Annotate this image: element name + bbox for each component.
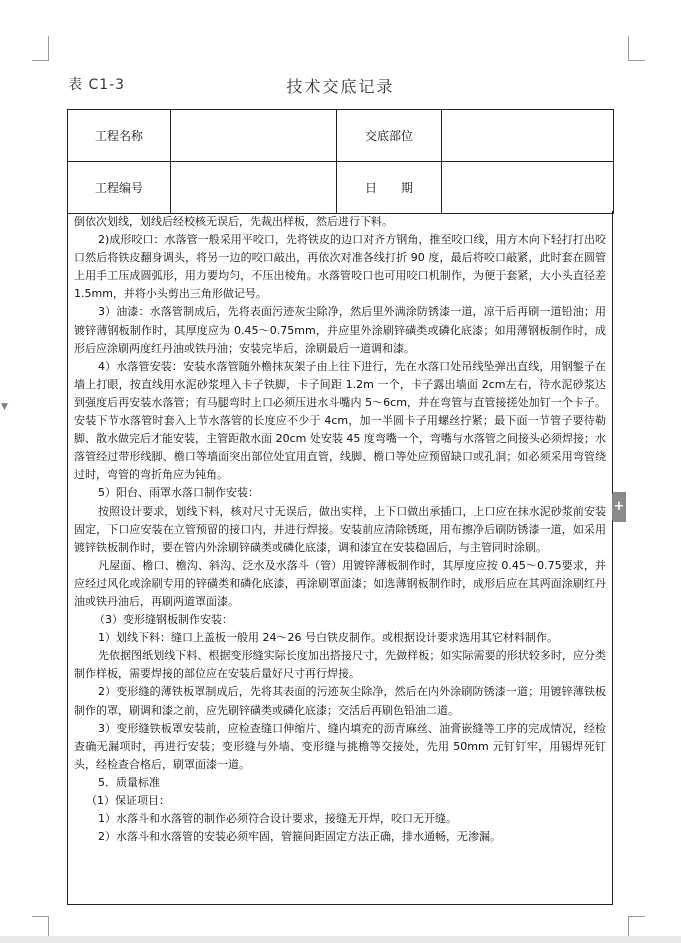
content-paragraph: 2）水落斗和水落管的安装必须牢固，管箍间距固定方法正确，排水通畅，无渗漏。 xyxy=(98,830,501,844)
page-gap-strip xyxy=(0,936,681,943)
subsection-heading: （1）保证项目： xyxy=(86,794,170,807)
content-paragraph: 4）水落管安装：安装水落管随外檐抹灰架子由上往下进行，先在水落口处吊线坠弹出直线，用钢錾子在墙上打眼，按直线用水泥砂浆埋入卡子铁脚，卡子间距 1.2m 一个，卡子露出墙面 2cm左右，待水泥砂浆达到强度后再安装水落管；有马腿弯时上口必须压进水斗嘴内 5～6cm，并在弯管与直管接搓处加钉一个卡子。安装下节水落管时套入上节水落管的长度应不少于 4cm，加一半圆卡子用螺丝拧紧；最下面一节管子要待勒脚、散水做完后才能安装，主管距散水面 20cm 处安装 45 度弯嘴一个，弯嘴与水落管之间接头必须焊接；水落管经过带形线脚、檐口等墙面突出部位处宜用直管，线脚、檐口等处应预留缺口或孔洞；如必须采用弯管绕过时，弯管的弯折角应为钝角。 xyxy=(74,359,606,482)
section-heading: 5．质量标准 xyxy=(98,775,160,789)
document-title: 技术交底记录 xyxy=(286,77,395,96)
content-paragraph: 3）油漆：水落管制成后，先将表面污迹灰尘除净，然后里外满涂防锈漆一道，凉干后再刷一道铅油；用镀锌薄钢板制作时，其厚度应为 0.45～0.75mm，并应里外涂刷锌磺类或磷化底漆；如用薄钢板制作时，成形后应涂刷两度红丹油或铁丹油；安装完毕后，涂刷最后一道调和漆。 xyxy=(74,305,606,355)
date-label: 日 期 xyxy=(337,162,442,214)
content-paragraph: 1）划线下料：缝口上盖板一般用 24～26 号白铁皮制作。或根据设计要求选用其它材料制作。 xyxy=(98,631,558,645)
content-paragraph: 先依据图纸划线下料、根据变形缝实际长度加出搭接尺寸，先做样板；如实际需要的形状较多时，应分类制作样板，需要焊接的部位应在安装后量好尺寸再行焊接。 xyxy=(74,649,606,681)
project-number-label: 工程编号 xyxy=(68,162,171,214)
side-expand-tab[interactable]: + xyxy=(612,492,626,522)
left-margin-marker-icon: ▼ xyxy=(1,402,8,412)
form-code: 表 C1-3 xyxy=(68,77,126,93)
table-row xyxy=(68,162,614,214)
handover-content-box xyxy=(67,211,613,905)
crop-mark-bottom-left xyxy=(32,916,49,937)
table-row xyxy=(68,110,614,162)
project-name-label: 工程名称 xyxy=(68,110,171,162)
content-paragraph: 2）变形缝的薄铁板罩制成后，先将其表面的污迹灰尘除净，然后在内外涂刷防锈漆一道；用镀锌薄铁板制作的罩，刷调和漆之前，应先刷锌磺类或磷化底漆；交活后再刷色铅油二道。 xyxy=(74,685,606,717)
content-paragraph: 2)成形咬口：水落管一般采用平咬口，先将铁皮的边口对齐方钢角，推至咬口线，用方木向下轻打打出咬口然后将铁皮翻身调头，将另一边的咬口敲出，再依次对准各线打折 90 度，最后将咬口敲紧，此时套在圆管上用手工压成圆弧形，用力要均匀，不压出棱角。水落管咬口也可用咬口机制作，为便于套紧，大小头直径差 1.5mm，并将小头剪出三角形做记号。 xyxy=(74,233,606,301)
content-paragraph: 倒依次划线，划线后经校核无误后，先裁出样板，然后进行下料。 xyxy=(74,215,393,228)
project-name-field[interactable] xyxy=(171,110,337,162)
project-info-table xyxy=(67,109,614,214)
content-paragraph: 1）水落斗和水落管的制作必须符合设计要求，接缝无开焊，咬口无开缝。 xyxy=(98,812,457,826)
content-paragraph: （3）变形缝钢板制作安装： xyxy=(94,613,233,627)
crop-mark-top-left xyxy=(32,36,49,61)
content-paragraph: 按照设计要求，划线下料，核对尺寸无误后，做出实样，上下口做出承插口，上口应在抹水泥砂浆前安装固定，下口应安装在立管预留的接口内，并进行焊接。安装前应清除锈斑，用布擦净后刷防锈漆一道，如采用镀锌铁板制作时，要在管内外涂刷锌磺类或磷化底漆，调和漆宜在安装稳固后，与主管同时涂刷。 xyxy=(74,504,606,554)
crop-mark-bottom-right xyxy=(628,916,645,937)
project-number-field[interactable] xyxy=(171,162,337,214)
handover-part-field[interactable] xyxy=(442,110,614,162)
date-field[interactable] xyxy=(442,162,614,214)
content-paragraph: 3）变形缝铁板罩安装前，应检查缝口伸缩片、缝内填充的沥青麻丝、油膏嵌缝等工序的完成情况，经检查确无漏项时，再进行安装；变形缝与外墙、变形缝与挑檐等交接处，先用 50mm 元钉钉牢，用锡焊死钉头，经检查合格后，刷罩面漆一道。 xyxy=(74,721,606,771)
handover-part-label: 交底部位 xyxy=(337,110,442,162)
content-paragraph: 凡屋面、檐口、檐沟、斜沟、泛水及水落斗（管）用镀锌薄板制作时，其厚度应按 0.45～0.75要求，并应经过风化或涂刷专用的锌磺类和磷化底漆，再涂刷罩面漆；如选薄钢板制作时，成形后应在其两面涂刷红丹油或铁丹油后，再刷两道罩面漆。 xyxy=(74,558,606,608)
crop-mark-top-right xyxy=(628,36,645,61)
content-paragraph: 5）阳台、雨罩水落口制作安装： xyxy=(98,486,259,500)
handover-content-text[interactable] xyxy=(68,211,612,846)
